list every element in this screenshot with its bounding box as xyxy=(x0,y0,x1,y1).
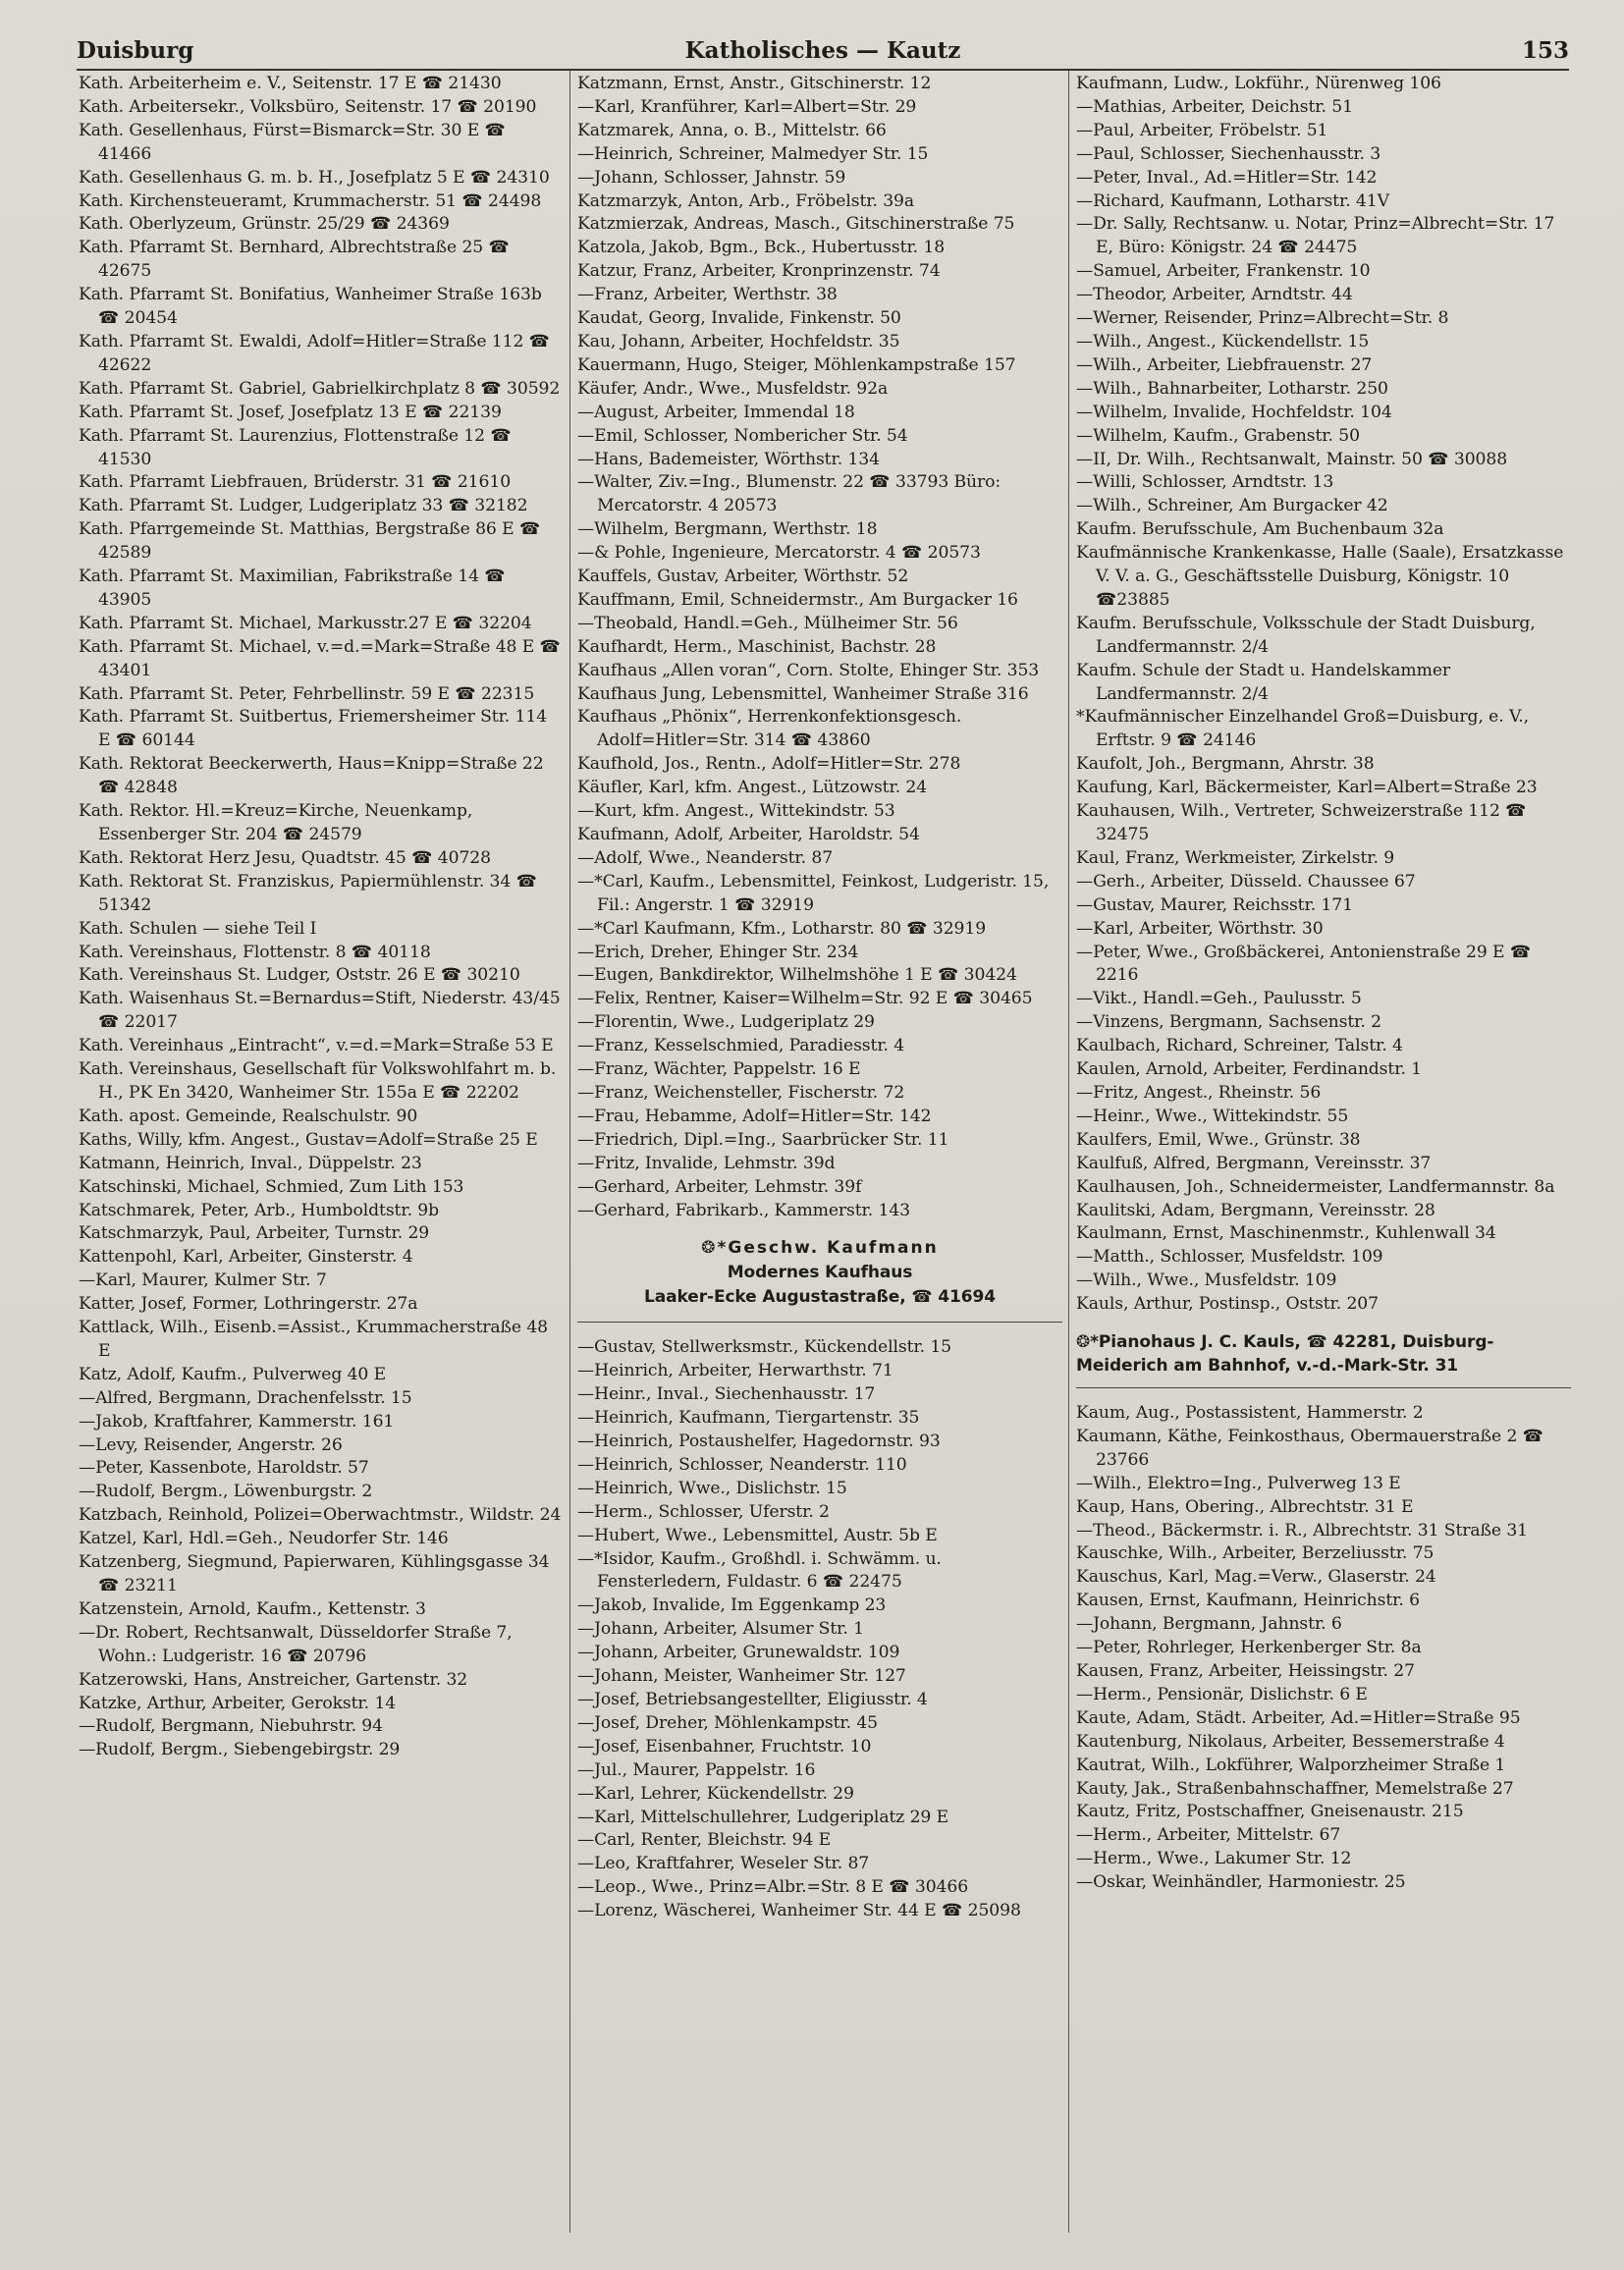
directory-entry: Kath. Schulen — siehe Teil I xyxy=(79,918,317,939)
directory-entry: —Erich, Dreher, Ehinger Str. 234 xyxy=(577,942,859,962)
directory-entry: Kaufhold, Jos., Rentn., Adolf=Hitler=Str. 278 xyxy=(577,754,961,775)
directory-entry: Kath. Rektorat Beeckerwerth, Haus=Knipp=Straße 22 ☎ 42848 xyxy=(79,754,544,798)
directory-entry: Kau, Johann, Arbeiter, Hochfeldstr. 35 xyxy=(577,331,900,351)
directory-entry: Kath. Pfarramt St. Ewaldi, Adolf=Hitler=Straße 112 ☎ 42622 xyxy=(79,331,550,375)
directory-entry: Kath. Vereinshaus St. Ludger, Oststr. 26 E ☎ 30210 xyxy=(79,965,520,986)
directory-entry: Katzmarek, Anna, o. B., Mittelstr. 66 xyxy=(577,120,887,140)
directory-entry: Kath. Rektorat Herz Jesu, Quadtstr. 45 ☎ 40728 xyxy=(79,847,491,868)
ad-line: Modernes Kaufhaus xyxy=(727,1263,913,1283)
directory-entry: —Karl, Mittelschullehrer, Ludgeriplatz 29 E xyxy=(577,1807,949,1827)
directory-entry: Kath. Pfarramt St. Bonifatius, Wanheimer Straße 163b ☎ 20454 xyxy=(79,285,542,329)
directory-entry: —Wilh., Angest., Kückendellstr. 15 xyxy=(1076,331,1370,351)
directory-entry: Kauls, Arthur, Postinsp., Oststr. 207 xyxy=(1076,1294,1379,1315)
directory-entry: Kaufmännische Krankenkasse, Halle (Saale), Ersatzkasse V. V. a. G., Geschäftsstelle Duisburg, Königstr. 10 ☎23885 xyxy=(1076,543,1564,610)
directory-entry: —Adolf, Wwe., Neanderstr. 87 xyxy=(577,847,834,868)
directory-entry: —Kurt, kfm. Angest., Wittekindstr. 53 xyxy=(577,801,895,822)
directory-entry: —Johann, Arbeiter, Grunewaldstr. 109 xyxy=(577,1643,900,1663)
column-divider xyxy=(1068,71,1069,2233)
directory-entry: —Peter, Inval., Ad.=Hitler=Str. 142 xyxy=(1076,167,1378,188)
directory-entry: —Walter, Ziv.=Ing., Blumenstr. 22 ☎ 33793 Büro: Mercatorstr. 4 20573 xyxy=(577,472,1001,516)
directory-entry: —Heinrich, Wwe., Dislichstr. 15 xyxy=(577,1478,847,1498)
directory-entry: Kath. Pfarramt St. Michael, Markusstr.27 E ☎ 32204 xyxy=(79,613,532,633)
directory-entry: —Johann, Meister, Wanheimer Str. 127 xyxy=(577,1666,906,1687)
directory-entry: —Gustav, Stellwerksmstr., Kückendellstr. 15 xyxy=(577,1337,952,1358)
directory-entry: Kaulmann, Ernst, Maschinenmstr., Kuhlenwall 34 xyxy=(1076,1223,1496,1244)
directory-entry: Kattenpohl, Karl, Arbeiter, Ginsterstr. 4 xyxy=(79,1247,413,1268)
directory-entry: —Heinrich, Kaufmann, Tiergartenstr. 35 xyxy=(577,1408,920,1429)
directory-entry: Katzur, Franz, Arbeiter, Kronprinzenstr. 74 xyxy=(577,261,941,282)
directory-entry: —Oskar, Weinhändler, Harmoniestr. 25 xyxy=(1076,1872,1406,1893)
directory-entry: —Herm., Arbeiter, Mittelstr. 67 xyxy=(1076,1825,1341,1846)
page-header xyxy=(77,35,1569,71)
directory-entry: —Heinr., Wwe., Wittekindstr. 55 xyxy=(1076,1106,1349,1126)
directory-entry: Kaufmann, Ludw., Lokführ., Nürenweg 106 xyxy=(1076,74,1441,93)
directory-entry: Kaulfers, Emil, Wwe., Grünstr. 38 xyxy=(1076,1129,1361,1150)
directory-entry: Kath. apost. Gemeinde, Realschulstr. 90 xyxy=(79,1106,418,1126)
directory-entry: —Wilh., Bahnarbeiter, Lotharstr. 250 xyxy=(1076,378,1388,399)
directory-entry: —Karl, Kranführer, Karl=Albert=Str. 29 xyxy=(577,96,917,117)
directory-entry: Kath. Rektor. Hl.=Kreuz=Kirche, Neuenkamp, Essenberger Str. 204 ☎ 24579 xyxy=(79,801,473,844)
directory-entry: —Vinzens, Bergmann, Sachsenstr. 2 xyxy=(1076,1012,1381,1033)
directory-entry: Käufer, Andr., Wwe., Musfeldstr. 92a xyxy=(577,378,889,399)
directory-entry: Kaufhaus „Phönix“, Herrenkonfektionsgesch. Adolf=Hitler=Str. 314 ☎ 43860 xyxy=(577,707,962,751)
directory-entry: Kaulbach, Richard, Schreiner, Talstr. 4 xyxy=(1076,1036,1403,1056)
directory-entry: —Wilhelm, Kaufm., Grabenstr. 50 xyxy=(1076,425,1360,446)
directory-entry: —Willi, Schlosser, Arndtstr. 13 xyxy=(1076,472,1334,493)
directory-entry: Kaufolt, Joh., Bergmann, Ahrstr. 38 xyxy=(1076,754,1375,775)
directory-entry: Kaum, Aug., Postassistent, Hammerstr. 2 xyxy=(1076,1403,1424,1424)
directory-entry: —Wilh., Wwe., Musfeldstr. 109 xyxy=(1076,1270,1337,1291)
directory-entry: —Karl, Maurer, Kulmer Str. 7 xyxy=(79,1270,327,1291)
directory-entry: Kath. Arbeiterheim e. V., Seitenstr. 17 E ☎ 21430 xyxy=(79,74,502,93)
directory-entry: Kath. Pfarramt St. Josef, Josefplatz 13 E ☎ 22139 xyxy=(79,402,502,422)
directory-entry: —Rudolf, Bergm., Löwenburgstr. 2 xyxy=(79,1482,373,1502)
directory-entry: —Heinrich, Schreiner, Malmedyer Str. 15 xyxy=(577,143,929,164)
directory-entry: —Matth., Schlosser, Musfeldstr. 109 xyxy=(1076,1247,1383,1268)
directory-entry: —Johann, Arbeiter, Alsumer Str. 1 xyxy=(577,1619,864,1640)
directory-entry: Katz, Adolf, Kaufm., Pulverweg 40 E xyxy=(79,1364,387,1384)
directory-entry: Katschmarek, Peter, Arb., Humboldtstr. 9b xyxy=(79,1200,440,1220)
directory-entry: Katschinski, Michael, Schmied, Zum Lith 153 xyxy=(79,1176,464,1197)
column-3 xyxy=(1076,73,1571,2231)
directory-entry: Kauty, Jak., Straßenbahnschaffner, Memelstraße 27 xyxy=(1076,1778,1514,1799)
directory-entry: —Hubert, Wwe., Lebensmittel, Austr. 5b E xyxy=(577,1525,938,1545)
directory-entry: —Werner, Reisender, Prinz=Albrecht=Str. 8 xyxy=(1076,308,1449,329)
directory-entry: —Eugen, Bankdirektor, Wilhelmshöhe 1 E ☎ 30424 xyxy=(577,965,1017,986)
directory-entry: Kauffels, Gustav, Arbeiter, Wörthstr. 52 xyxy=(577,567,909,587)
directory-entry: —Karl, Lehrer, Kückendellstr. 29 xyxy=(577,1783,854,1804)
directory-entry: Kath. Waisenhaus St.=Bernardus=Stift, Niederstr. 43/45 ☎ 22017 xyxy=(79,989,561,1033)
directory-entry: —Fritz, Angest., Rheinstr. 56 xyxy=(1076,1082,1322,1103)
directory-entry: —Josef, Dreher, Möhlenkampstr. 45 xyxy=(577,1712,879,1733)
directory-entry: Kautrat, Wilh., Lokführer, Walporzheimer Straße 1 xyxy=(1076,1755,1506,1775)
directory-entry: Kaumann, Käthe, Feinkosthaus, Obermauerstraße 2 ☎ 23766 xyxy=(1076,1426,1543,1470)
directory-entry: Kausen, Franz, Arbeiter, Heissingstr. 27 xyxy=(1076,1661,1415,1681)
directory-entry: Kath. Pfarramt St. Suitbertus, Friemersheimer Str. 114 E ☎ 60144 xyxy=(79,707,548,751)
directory-entry: —Lorenz, Wäscherei, Wanheimer Str. 44 E ☎ 25098 xyxy=(577,1901,1021,1921)
column-2 xyxy=(577,73,1062,2231)
directory-entry: Kattlack, Wilh., Eisenb.=Assist., Krummacherstraße 48 E xyxy=(79,1318,548,1361)
directory-entry: —Karl, Arbeiter, Wörthstr. 30 xyxy=(1076,918,1324,939)
directory-entry: Katzel, Karl, Hdl.=Geh., Neudorfer Str. 146 xyxy=(79,1529,449,1549)
directory-entry: Kath. Pfarramt St. Ludger, Ludgeriplatz 33 ☎ 32182 xyxy=(79,496,528,516)
directory-entry: —Wilh., Elektro=Ing., Pulverweg 13 E xyxy=(1076,1473,1401,1493)
column-divider xyxy=(569,71,570,2233)
directory-entry: Kauschke, Wilh., Arbeiter, Berzeliusstr. 75 xyxy=(1076,1543,1435,1564)
directory-entry: Katzerowski, Hans, Anstreicher, Gartenstr. 32 xyxy=(79,1669,468,1690)
directory-entry: Kath. Pfarramt St. Laurenzius, Flottenstraße 12 ☎ 41530 xyxy=(79,425,512,469)
directory-entry: —Dr. Sally, Rechtsanw. u. Notar, Prinz=Albrecht=Str. 17 E, Büro: Königstr. 24 ☎ 24475 xyxy=(1076,214,1555,258)
directory-entry: Kautenburg, Nikolaus, Arbeiter, Bessemerstraße 4 xyxy=(1076,1731,1505,1752)
directory-entry: —Leo, Kraftfahrer, Weseler Str. 87 xyxy=(577,1854,870,1874)
directory-entry: Kath. Pfarramt Liebfrauen, Brüderstr. 31 ☎ 21610 xyxy=(79,472,512,493)
directory-entry: Kath. Vereinshaus, Gesellschaft für Volkswohlfahrt m. b. H., PK En 3420, Wanheimer Str. 155a E ☎ 22202 xyxy=(79,1059,557,1103)
directory-entry: —Frau, Hebamme, Adolf=Hitler=Str. 142 xyxy=(577,1106,932,1126)
directory-entry: —Peter, Rohrleger, Herkenberger Str. 8a xyxy=(1076,1638,1422,1658)
directory-entry: Kaufhaus Jung, Lebensmittel, Wanheimer Straße 316 xyxy=(577,683,1029,704)
directory-entry: —Theobald, Handl.=Geh., Mülheimer Str. 56 xyxy=(577,613,958,633)
directory-entry: Kaths, Willy, kfm. Angest., Gustav=Adolf=Straße 25 E xyxy=(79,1129,538,1150)
directory-entry: —Peter, Wwe., Großbäckerei, Antonienstraße 29 E ☎ 2216 xyxy=(1076,942,1532,986)
ad-title: ❂*Geschw. Kaufmann xyxy=(701,1238,939,1259)
directory-entry: *Kaufmännischer Einzelhandel Groß=Duisburg, e. V., Erftstr. 9 ☎ 24146 xyxy=(1076,707,1530,751)
directory-entry: Kath. Kirchensteueramt, Krummacherstr. 51 ☎ 24498 xyxy=(79,190,542,211)
directory-entry: Kaup, Hans, Obering., Albrechtstr. 31 E xyxy=(1076,1496,1414,1517)
directory-entry: —August, Arbeiter, Immendal 18 xyxy=(577,402,855,422)
directory-entry: Kaufmann, Adolf, Arbeiter, Haroldstr. 54 xyxy=(577,825,920,844)
directory-entry: Kaulhausen, Joh., Schneidermeister, Landfermannstr. 8a xyxy=(1076,1176,1555,1197)
directory-entry: —II, Dr. Wilh., Rechtsanwalt, Mainstr. 50 ☎ 30088 xyxy=(1076,449,1508,469)
directory-entry: Kath. Gesellenhaus, Fürst=Bismarck=Str. 30 E ☎ 41466 xyxy=(79,120,506,164)
directory-entry: —Paul, Schlosser, Siechenhausstr. 3 xyxy=(1076,143,1381,164)
directory-entry: Kauermann, Hugo, Steiger, Möhlenkampstraße 157 xyxy=(577,354,1016,375)
directory-entry: —Felix, Rentner, Kaiser=Wilhelm=Str. 92 E ☎ 30465 xyxy=(577,989,1033,1009)
directory-entry: —Gerh., Arbeiter, Düsseld. Chaussee 67 xyxy=(1076,871,1416,892)
directory-entry: Kath. Pfarramt St. Bernhard, Albrechtstraße 25 ☎ 42675 xyxy=(79,238,510,282)
directory-entry: —Fritz, Invalide, Lehmstr. 39d xyxy=(577,1153,836,1173)
directory-entry: —Gerhard, Arbeiter, Lehmstr. 39f xyxy=(577,1176,862,1197)
directory-entry: Katzola, Jakob, Bgm., Bck., Hubertusstr. 18 xyxy=(577,238,946,258)
directory-entry: Kaufhardt, Herm., Maschinist, Bachstr. 28 xyxy=(577,636,937,657)
directory-entry: Kath. Oberlyzeum, Grünstr. 25/29 ☎ 24369 xyxy=(79,214,450,235)
directory-entry: —Franz, Wächter, Pappelstr. 16 E xyxy=(577,1059,861,1080)
directory-entry: —Emil, Schlosser, Nombericher Str. 54 xyxy=(577,425,908,446)
directory-entry: Kaufung, Karl, Bäckermeister, Karl=Albert=Straße 23 xyxy=(1076,778,1538,798)
directory-entry: —Levy, Reisender, Angerstr. 26 xyxy=(79,1434,343,1455)
directory-entry: Katter, Josef, Former, Lothringerstr. 27a xyxy=(79,1294,418,1315)
directory-entry: —Herm., Schlosser, Uferstr. 2 xyxy=(577,1501,830,1522)
directory-entry: —Mathias, Arbeiter, Deichstr. 51 xyxy=(1076,96,1353,117)
directory-entry: Kaul, Franz, Werkmeister, Zirkelstr. 9 xyxy=(1076,847,1395,868)
directory-entry: —Jakob, Kraftfahrer, Kammerstr. 161 xyxy=(79,1411,395,1432)
directory-entry: Kaufhaus „Allen voran“, Corn. Stolte, Ehinger Str. 353 xyxy=(577,660,1040,680)
directory-entry: Katzbach, Reinhold, Polizei=Oberwachtmstr., Wildstr. 24 xyxy=(79,1505,562,1526)
directory-entry: —& Pohle, Ingenieure, Mercatorstr. 4 ☎ 20573 xyxy=(577,543,981,564)
column-1 xyxy=(79,73,562,2231)
header-range: Katholisches — Kautz xyxy=(684,37,961,64)
directory-entry: Kaufm. Berufsschule, Volksschule der Stadt Duisburg, Landfermannstr. 2/4 xyxy=(1076,613,1536,657)
directory-entry: Kauschus, Karl, Mag.=Verw., Glaserstr. 24 xyxy=(1076,1567,1436,1588)
directory-entry: —Friedrich, Dipl.=Ing., Saarbrücker Str. 11 xyxy=(577,1129,949,1150)
directory-entry: Kath. Gesellenhaus G. m. b. H., Josefplatz 5 E ☎ 24310 xyxy=(79,167,550,188)
directory-entry: —Johann, Schlosser, Jahnstr. 59 xyxy=(577,167,846,188)
directory-entry: Kaulfuß, Alfred, Bergmann, Vereinsstr. 37 xyxy=(1076,1153,1432,1173)
entries-list xyxy=(577,73,1062,1222)
directory-entry: Käufler, Karl, kfm. Angest., Lützowstr. 24 xyxy=(577,778,928,798)
directory-entry: Kath. Pfarrgemeinde St. Matthias, Bergstraße 86 E ☎ 42589 xyxy=(79,519,541,564)
directory-entry: Kaulitski, Adam, Bergmann, Vereinsstr. 28 xyxy=(1076,1200,1435,1220)
directory-entry: —Wilhelm, Bergmann, Werthstr. 18 xyxy=(577,519,878,540)
directory-entry: Katzenstein, Arnold, Kaufm., Kettenstr. 3 xyxy=(79,1598,426,1619)
entries-list xyxy=(1076,73,1571,1317)
directory-entry: Kauffmann, Emil, Schneidermstr., Am Burgacker 16 xyxy=(577,589,1018,610)
directory-entry: Kath. Rektorat St. Franziskus, Papiermühlenstr. 34 ☎ 51342 xyxy=(79,871,537,915)
directory-entry: —Samuel, Arbeiter, Frankenstr. 10 xyxy=(1076,261,1371,282)
directory-entry: Kausen, Ernst, Kaufmann, Heinrichstr. 6 xyxy=(1076,1591,1420,1611)
directory-entry: —*Carl, Kaufm., Lebensmittel, Feinkost, Ludgeristr. 15, Fil.: Angerstr. 1 ☎ 32919 xyxy=(577,871,1050,915)
advertisement-kaufmann xyxy=(577,1236,1062,1323)
directory-entry: —Peter, Kassenbote, Haroldstr. 57 xyxy=(79,1458,369,1479)
directory-entry: Kaulen, Arnold, Arbeiter, Ferdinandstr. 1 xyxy=(1076,1059,1423,1080)
directory-entry: Kaute, Adam, Städt. Arbeiter, Ad.=Hitler=Straße 95 xyxy=(1076,1707,1521,1728)
directory-entry: —Wilh., Arbeiter, Liebfrauenstr. 27 xyxy=(1076,354,1373,375)
directory-entry: —Jakob, Invalide, Im Eggenkamp 23 xyxy=(577,1595,887,1616)
directory-entry: —Leop., Wwe., Prinz=Albr.=Str. 8 E ☎ 30466 xyxy=(577,1877,969,1898)
directory-entry: Kautz, Fritz, Postschaffner, Gneisenaustr. 215 xyxy=(1076,1802,1464,1822)
directory-entry: —Heinrich, Postaushelfer, Hagedornstr. 93 xyxy=(577,1432,941,1452)
directory-entry: —Gustav, Maurer, Reichsstr. 171 xyxy=(1076,894,1353,915)
directory-entry: —Rudolf, Bergm., Siebengebirgstr. 29 xyxy=(79,1740,401,1760)
directory-entry: —Herm., Wwe., Lakumer Str. 12 xyxy=(1076,1849,1352,1869)
directory-entry: Kath. Pfarramt St. Gabriel, Gabrielkirchplatz 8 ☎ 30592 xyxy=(79,378,561,399)
directory-entry: —Heinr., Inval., Siechenhausstr. 17 xyxy=(577,1384,876,1405)
directory-entry: Katzenberg, Siegmund, Papierwaren, Kühlingsgasse 34 ☎ 23211 xyxy=(79,1552,550,1595)
entries-list xyxy=(79,73,562,1762)
directory-entry: —*Carl Kaufmann, Kfm., Lotharstr. 80 ☎ 32919 xyxy=(577,918,987,939)
directory-entry: Kath. Vereinhaus „Eintracht“, v.=d.=Mark=Straße 53 E xyxy=(79,1036,554,1056)
directory-entry: —Vikt., Handl.=Geh., Paulusstr. 5 xyxy=(1076,989,1362,1009)
directory-entry: Katzke, Arthur, Arbeiter, Gerokstr. 14 xyxy=(79,1693,397,1713)
entries-list xyxy=(1076,1402,1571,1895)
directory-entry: —Alfred, Bergmann, Drachenfelsstr. 15 xyxy=(79,1387,412,1408)
directory-entry: Katmann, Heinrich, Inval., Düppelstr. 23 xyxy=(79,1153,422,1173)
directory-entry: —Theod., Bäckermstr. i. R., Albrechtstr. 31 Straße 31 xyxy=(1076,1520,1529,1540)
directory-entry: —Johann, Bergmann, Jahnstr. 6 xyxy=(1076,1614,1342,1635)
directory-entry: Kath. Pfarramt St. Maximilian, Fabrikstraße 14 ☎ 43905 xyxy=(79,567,506,610)
directory-entry: Katzmarzyk, Anton, Arb., Fröbelstr. 39a xyxy=(577,190,915,211)
directory-entry: —Florentin, Wwe., Ludgeriplatz 29 xyxy=(577,1012,875,1033)
directory-entry: —Wilh., Schreiner, Am Burgacker 42 xyxy=(1076,496,1388,516)
directory-entry: —*Isidor, Kaufm., Großhdl. i. Schwämm. u. Fensterledern, Fuldastr. 6 ☎ 22475 xyxy=(577,1548,942,1593)
advertisement-pianohaus: ❂*Pianohaus J. C. Kauls, ☎ 42281, Duisburg-Meiderich am Bahnhof, v.-d.-Mark-Str. 31 xyxy=(1076,1330,1571,1388)
directory-entry: —Herm., Pensionär, Dislichstr. 6 E xyxy=(1076,1684,1368,1704)
directory-entry: —Franz, Kesselschmied, Paradiesstr. 4 xyxy=(577,1036,905,1056)
directory-entry: —Richard, Kaufmann, Lotharstr. 41V xyxy=(1076,190,1389,211)
directory-entry: Kath. Arbeitersekr., Volksbüro, Seitenstr. 17 ☎ 20190 xyxy=(79,96,537,117)
directory-entry: —Franz, Arbeiter, Werthstr. 38 xyxy=(577,285,838,305)
directory-entry: —Heinrich, Schlosser, Neanderstr. 110 xyxy=(577,1454,907,1475)
directory-entry: —Hans, Bademeister, Wörthstr. 134 xyxy=(577,449,880,469)
directory-entry: —Jul., Maurer, Pappelstr. 16 xyxy=(577,1759,816,1780)
directory-entry: —Josef, Betriebsangestellter, Eligiusstr. 4 xyxy=(577,1690,928,1709)
directory-entry: Katschmarzyk, Paul, Arbeiter, Turnstr. 29 xyxy=(79,1223,430,1244)
directory-entry: Kaudat, Georg, Invalide, Finkenstr. 50 xyxy=(577,308,901,329)
ad-line: Laaker-Ecke Augustastraße, ☎ 41694 xyxy=(644,1287,996,1308)
page-number: 153 xyxy=(1521,37,1569,64)
directory-entry: Kath. Vereinshaus, Flottenstr. 8 ☎ 40118 xyxy=(79,942,431,962)
directory-entry: —Josef, Eisenbahner, Fruchtstr. 10 xyxy=(577,1736,872,1757)
directory-entry: Kaufm. Schule der Stadt u. Handelskammer Landfermannstr. 2/4 xyxy=(1076,660,1451,704)
directory-entry: —Gerhard, Fabrikarb., Kammerstr. 143 xyxy=(577,1200,911,1220)
directory-entry: Kath. Pfarramt St. Michael, v.=d.=Mark=Straße 48 E ☎ 43401 xyxy=(79,636,561,680)
directory-entry: —Carl, Renter, Bleichstr. 94 E xyxy=(577,1830,832,1851)
directory-entry: —Franz, Weichensteller, Fischerstr. 72 xyxy=(577,1082,905,1103)
directory-entry: Kauhausen, Wilh., Vertreter, Schweizerstraße 112 ☎ 32475 xyxy=(1076,801,1527,844)
header-city: Duisburg xyxy=(77,37,194,64)
entries-list xyxy=(577,1336,1062,1923)
directory-entry: —Theodor, Arbeiter, Arndtstr. 44 xyxy=(1076,285,1353,305)
directory-entry: —Rudolf, Bergmann, Niebuhrstr. 94 xyxy=(79,1716,383,1737)
directory-entry: —Wilhelm, Invalide, Hochfeldstr. 104 xyxy=(1076,402,1392,422)
directory-entry: —Heinrich, Arbeiter, Herwarthstr. 71 xyxy=(577,1361,893,1381)
directory-entry: Katzmierzak, Andreas, Masch., Gitschinerstraße 75 xyxy=(577,214,1015,235)
directory-entry: Kaufm. Berufsschule, Am Buchenbaum 32a xyxy=(1076,519,1444,540)
directory-entry: —Dr. Robert, Rechtsanwalt, Düsseldorfer Straße 7, Wohn.: Ludgeristr. 16 ☎ 20796 xyxy=(79,1622,513,1666)
directory-entry: Kath. Pfarramt St. Peter, Fehrbellinstr. 59 E ☎ 22315 xyxy=(79,683,535,704)
directory-entry: Katzmann, Ernst, Anstr., Gitschinerstr. 12 xyxy=(577,74,932,93)
directory-entry: —Paul, Arbeiter, Fröbelstr. 51 xyxy=(1076,120,1328,140)
